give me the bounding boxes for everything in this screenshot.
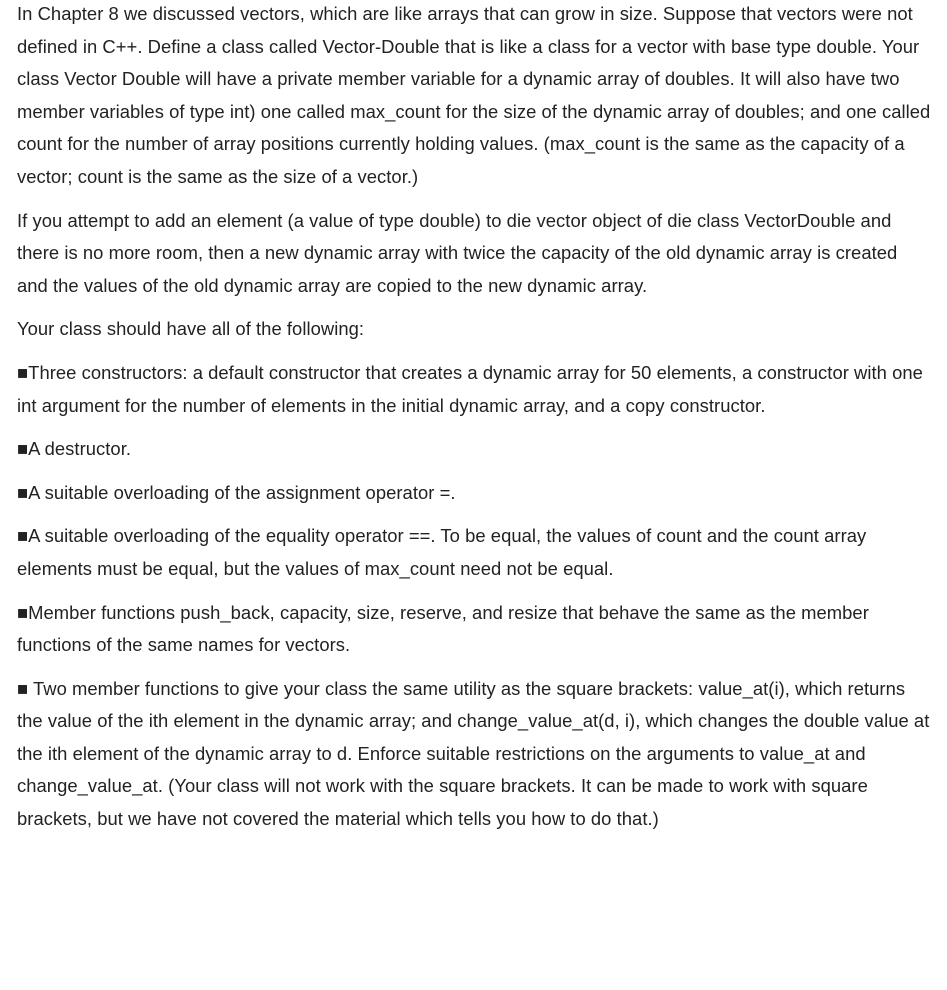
- list-item-member-functions: ■Member functions push_back, capacity, size, reserve, and resize that behave the same as the member functions of the same names for vectors.: [17, 601, 869, 656]
- paragraph-resize-behavior: If you attempt to add an element (a value of type double) to die vector object of die class VectorDouble and there is no more room, then a new dynamic array with twice the capacity of the old dynamic array is created and the values of the old dynamic array are copied to the new dynamic array.: [17, 209, 898, 296]
- list-item-destructor: ■A destructor.: [17, 438, 132, 460]
- list-item-value-accessors: ■ Two member functions to give your class the same utility as the square brackets: value_at(i), which returns the value of the ith element in the dynamic array; and change_value_at(d, i), which changes the double value at the ith element of the dynamic array to d. Enforce suitable restrictions on the arguments to value_at and change_value_at. (Your class will not work with the square brackets. It can be made to work with square brackets, but we have not covered the material which tells you how to do that.): [17, 677, 930, 830]
- paragraph-requirements-heading: Your class should have all of the following:: [17, 318, 365, 340]
- paragraph-intro: In Chapter 8 we discussed vectors, which are like arrays that can grow in size. Suppose that vectors were not defined in C++. Define a class called Vector-Double that is like a class for a vector with base type double. Your class Vector Double will have a private member variable for a dynamic array of doubles. It will also have two member variables of type int) one called max_count for the size of the dynamic array of doubles; and one called count for the number of array positions currently holding values. (max_count is the same as the capacity of a vector; count is the same as the size of a vector.): [17, 3, 931, 187]
- list-item-assignment-operator: ■A suitable overloading of the assignment operator =.: [17, 481, 456, 503]
- list-item-constructors: ■Three constructors: a default constructor that creates a dynamic array for 50 elements, a constructor with one int argument for the number of elements in the initial dynamic array, and a copy constructor.: [17, 361, 923, 416]
- list-item-equality-operator: ■A suitable overloading of the equality operator ==. To be equal, the values of count and the count array elements must be equal, but the values of max_count need not be equal.: [17, 525, 867, 579]
